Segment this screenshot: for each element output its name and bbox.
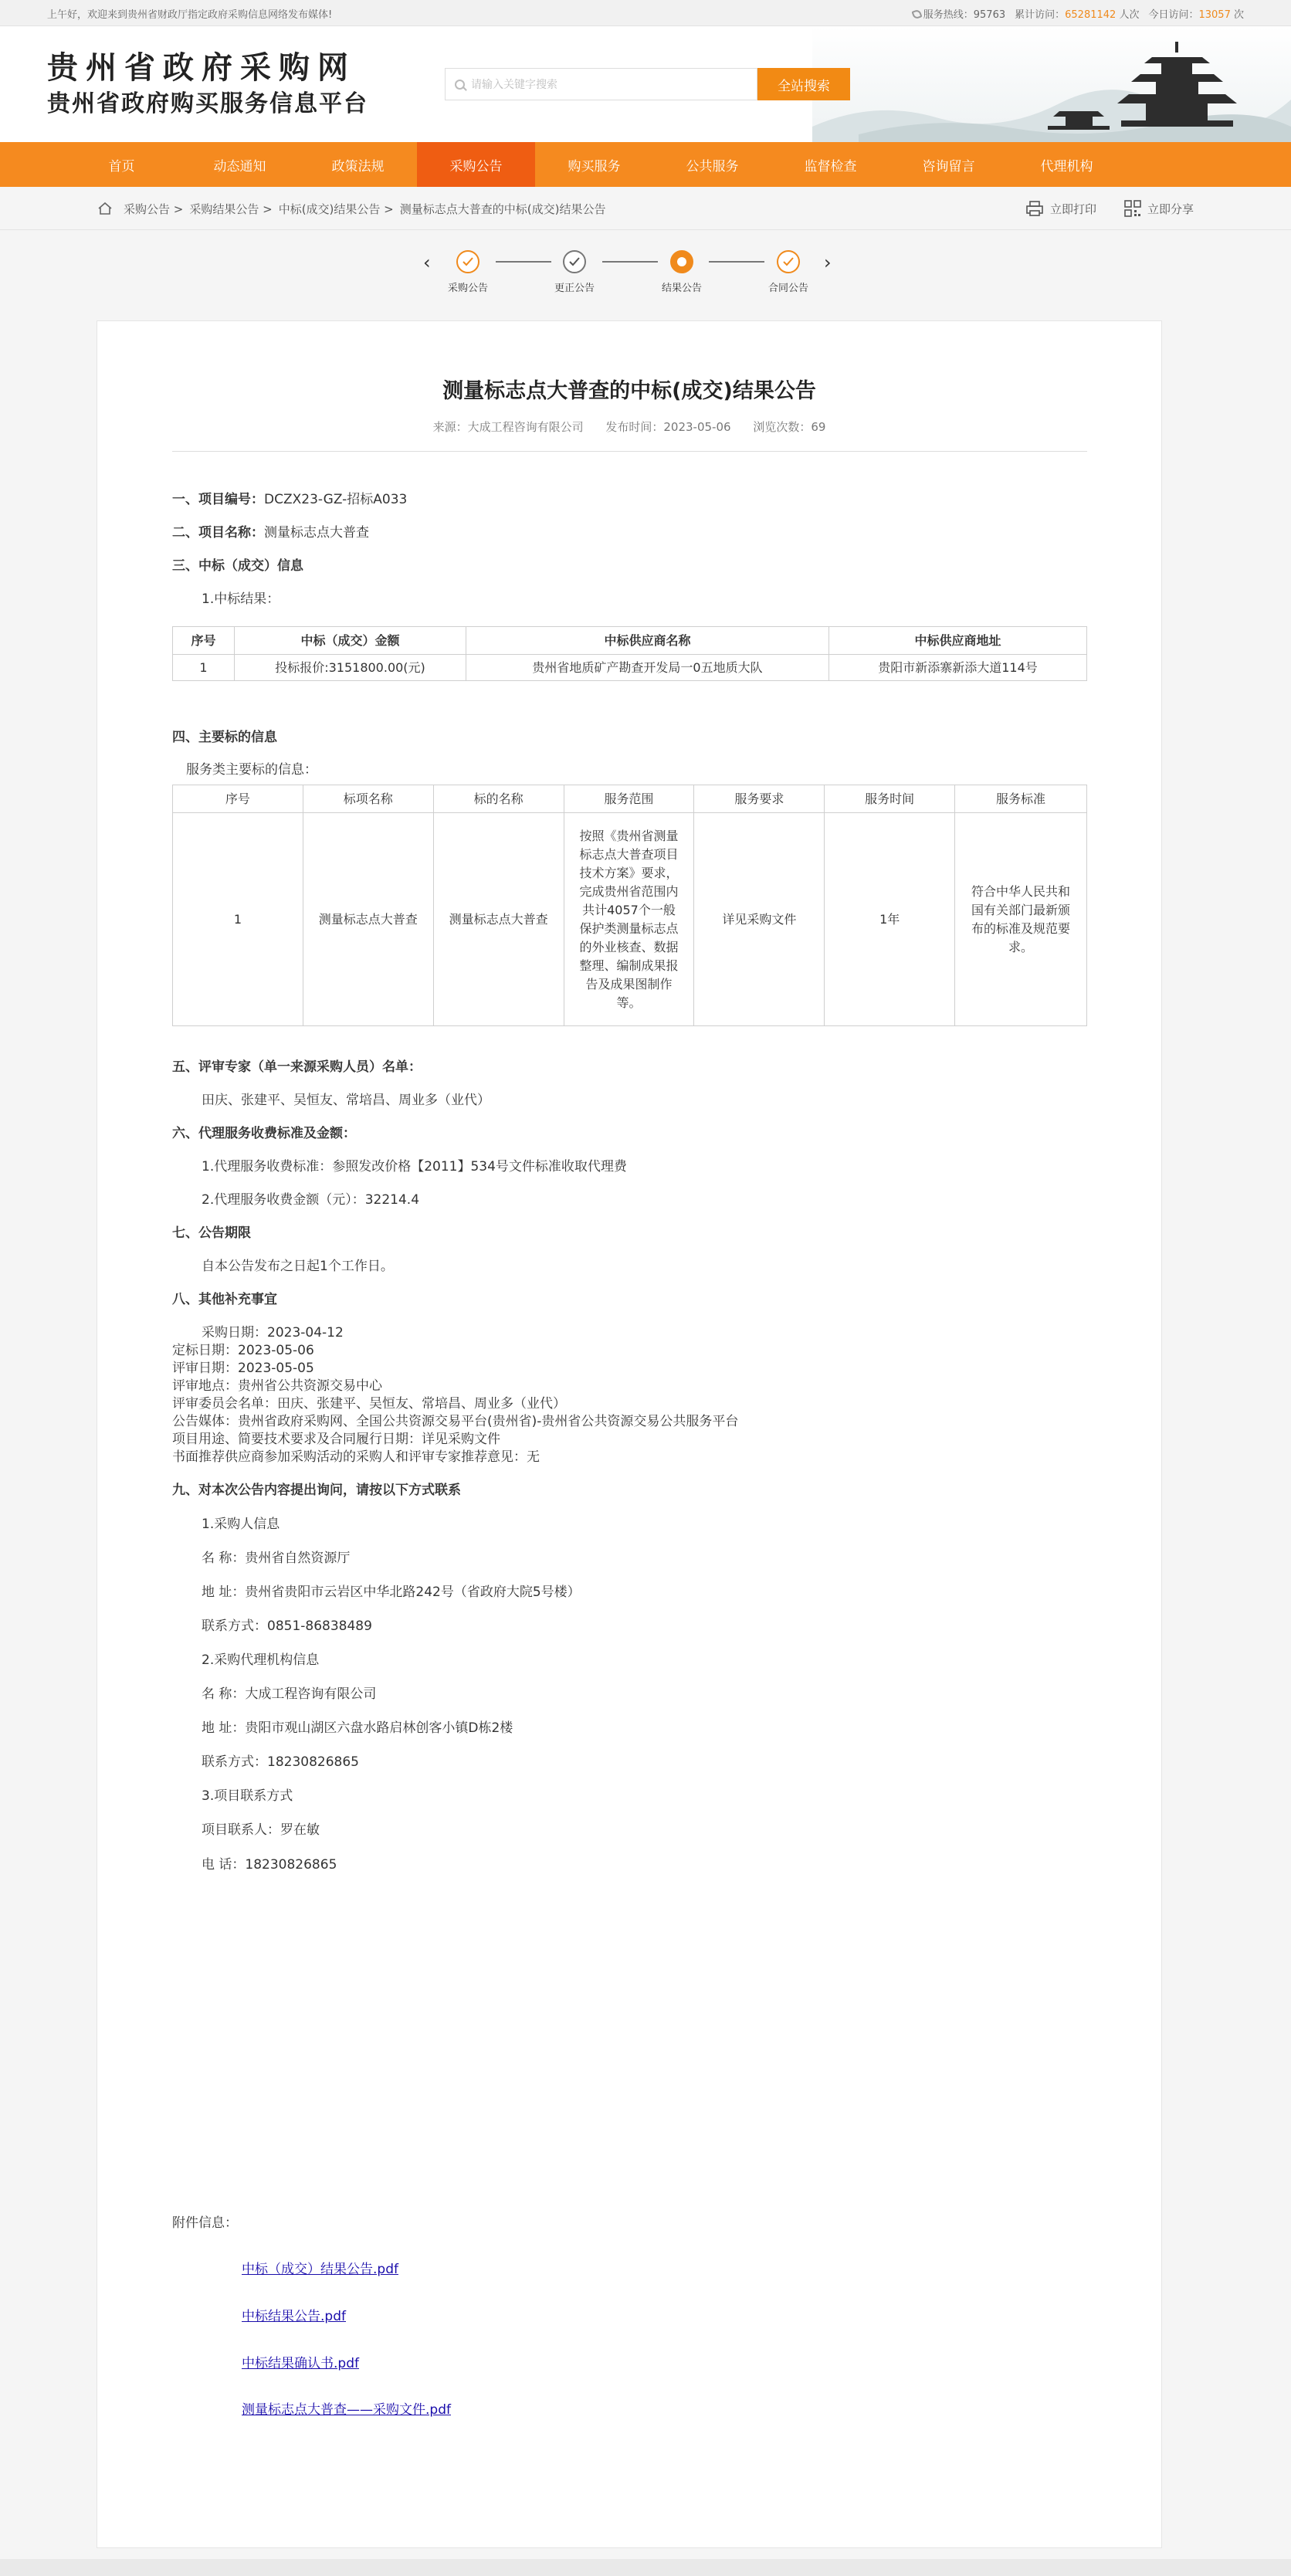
printer-icon <box>1025 200 1044 217</box>
article-title: 测量标志点大普查的中标(成交)结果公告 <box>442 379 816 403</box>
top-bar <box>0 0 1291 26</box>
step-correction-notice[interactable]: 更正公告 <box>536 250 613 294</box>
service-subheading: 服务类主要标的信息： <box>186 762 317 778</box>
article-panel <box>97 320 1162 2548</box>
attachment-link[interactable]: 中标（成交）结果公告.pdf <box>242 2262 398 2277</box>
section-heading: 四、主要标的信息 <box>172 730 277 745</box>
chevron-left-icon[interactable]: ‹ <box>423 252 431 273</box>
nav-home[interactable]: 首页 <box>108 158 135 175</box>
site-logo[interactable] <box>47 48 368 120</box>
main-nav <box>0 142 1291 187</box>
footer-strip <box>0 2559 1291 2576</box>
today-visits: 今日访问：13057 次 <box>1148 8 1244 21</box>
supplement-line: 定标日期：2023-05-06 <box>172 1343 314 1358</box>
supplement-line: 公告媒体：贵州省政府采购网、全国公共资源交易平台(贵州省)-贵州省公共资源交易公共服务平台 <box>172 1414 739 1429</box>
total-visits: 累计访问：65281142 人次 <box>1015 8 1140 21</box>
hotline: 服务热线：95763 <box>913 6 1005 21</box>
attachment-link[interactable]: 中标结果公告.pdf <box>242 2309 346 2324</box>
nav-news[interactable]: 动态通知 <box>213 158 266 175</box>
attachments-label: 附件信息： <box>172 2215 238 2231</box>
table-row: 1 测量标志点大普查 测量标志点大普查 按照《贵州省测量标志点大普查项目技术方案》要求，完成贵州省范围内共计4057个一般保护类测量标志点的外业核查、数据整理、编制成果报告及成果图制作等。 详见采购文件 1年 符合中华人民共和国有关部门最新颁布的标准及规范要求。 <box>173 813 1087 1026</box>
step-result-notice[interactable]: 结果公告 <box>643 250 720 294</box>
section-heading: 八、其他补充事宜 <box>172 1292 277 1307</box>
nav-procurement-notice[interactable]: 采购公告 <box>417 142 535 187</box>
contact-line: 联系方式：18230826865 <box>202 1754 359 1770</box>
search-icon <box>455 80 465 90</box>
attachment-link[interactable]: 中标结果确认书.pdf <box>242 2356 359 2371</box>
logo-subtitle: 贵州省政府购买服务信息平台 <box>47 90 368 117</box>
section-heading: 七、公告期限 <box>172 1225 251 1241</box>
search-button[interactable]: 全站搜索 <box>757 68 850 100</box>
breadcrumb-current: 测量标志点大普查的中标(成交)结果公告 <box>399 202 606 216</box>
check-circle-icon <box>777 250 800 273</box>
service-subject-table <box>172 785 1087 1026</box>
breadcrumb-item[interactable]: 采购结果公告 > <box>189 202 273 216</box>
home-icon[interactable] <box>97 202 113 215</box>
project-number: 一、项目编号：DCZX23-GZ-招标A033 <box>172 492 408 507</box>
table-header-row: 序号 标项名称 标的名称 服务范围 服务要求 服务时间 服务标准 <box>173 785 1087 813</box>
winning-bid-table <box>172 626 1087 681</box>
check-circle-icon <box>563 250 586 273</box>
contact-line: 名 称：贵州省自然资源厅 <box>202 1551 351 1566</box>
fee-standard: 1.代理服务收费标准：参照发改价格【2011】534号文件标准收取代理费 <box>202 1159 627 1174</box>
contact-line: 名 称：大成工程咨询有限公司 <box>202 1686 377 1702</box>
share-button[interactable]: 立即分享 <box>1124 200 1194 217</box>
nav-policy[interactable]: 政策法规 <box>331 158 385 175</box>
article-source: 来源：大成工程咨询有限公司 <box>432 420 584 434</box>
project-name: 二、项目名称：测量标志点大普查 <box>172 525 369 541</box>
contact-line: 1.采购人信息 <box>202 1517 280 1532</box>
result-subheading: 1.中标结果： <box>202 591 280 607</box>
phone-icon <box>911 8 922 19</box>
article-publish-time: 发布时间：2023-05-06 <box>605 420 731 434</box>
nav-consult[interactable]: 咨询留言 <box>922 158 975 175</box>
supplement-line: 项目用途、简要技术要求及合同履行日期：详见采购文件 <box>172 1432 500 1447</box>
current-step-icon <box>670 250 693 273</box>
table-header-row: 序号 中标（成交）金额 中标供应商名称 中标供应商地址 <box>173 627 1087 655</box>
supplement-line: 评审日期：2023-05-05 <box>172 1361 314 1376</box>
supplement-line: 评审委员会名单：田庆、张建平、吴恒友、常培昌、周业多（业代） <box>172 1396 566 1412</box>
search-input[interactable]: 请输入关键字搜索 <box>445 68 757 100</box>
section-heading: 六、代理服务收费标准及金额： <box>172 1126 356 1141</box>
section-heading: 五、评审专家（单一来源采购人员）名单： <box>172 1059 422 1075</box>
check-circle-icon <box>456 250 479 273</box>
nav-supervision[interactable]: 监督检查 <box>804 158 857 175</box>
breadcrumb-item[interactable]: 中标(成交)结果公告 > <box>278 202 394 216</box>
nav-agency[interactable]: 代理机构 <box>1040 158 1093 175</box>
divider <box>172 451 1087 452</box>
section-heading: 九、对本次公告内容提出询问，请按以下方式联系 <box>172 1483 461 1498</box>
chevron-right-icon[interactable]: › <box>824 252 832 273</box>
search-bar <box>445 68 850 100</box>
contact-line: 电 话：18230826865 <box>202 1857 337 1873</box>
welcome-text: 上午好，欢迎来到贵州省财政厅指定政府采购信息网络发布媒体! <box>47 8 333 21</box>
qr-code-icon <box>1124 200 1141 217</box>
article-views: 浏览次数：69 <box>753 420 826 434</box>
breadcrumb <box>97 201 605 217</box>
expert-list: 田庆、张建平、吴恒友、常培昌、周业多（业代） <box>202 1093 490 1108</box>
step-contract-notice[interactable]: 合同公告 <box>750 250 827 294</box>
step-procurement-notice[interactable]: 采购公告 <box>429 250 507 294</box>
contact-line: 3.项目联系方式 <box>202 1788 293 1804</box>
print-button[interactable]: 立即打印 <box>1025 200 1096 217</box>
site-header <box>0 26 1291 142</box>
nav-purchase-service[interactable]: 购买服务 <box>568 158 621 175</box>
attachment-link[interactable]: 测量标志点大普查——采购文件.pdf <box>242 2402 451 2418</box>
article-meta <box>97 419 1161 435</box>
contact-line: 2.采购代理机构信息 <box>202 1652 320 1668</box>
nav-public-service[interactable]: 公共服务 <box>686 158 739 175</box>
breadcrumb-item[interactable]: 采购公告 > <box>124 202 184 216</box>
fee-amount: 2.代理服务收费金额（元）：32214.4 <box>202 1192 420 1208</box>
table-row: 1 投标报价:3151800.00(元) 贵州省地质矿产勘查开发局一0五地质大队 贵阳市新添寨新添大道114号 <box>173 655 1087 681</box>
logo-title: 贵州省政府采购网 <box>47 49 356 86</box>
visit-stats <box>913 6 1244 21</box>
supplement-line: 评审地点：贵州省公共资源交易中心 <box>172 1378 382 1394</box>
breadcrumb-bar <box>0 187 1291 230</box>
contact-line: 项目联系人：罗在敏 <box>202 1822 320 1838</box>
contact-line: 地 址：贵阳市观山湖区六盘水路启林创客小镇D栋2楼 <box>202 1720 513 1736</box>
section-heading: 三、中标（成交）信息 <box>172 558 303 574</box>
supplement-line: 书面推荐供应商参加采购活动的采购人和评审专家推荐意见：无 <box>172 1449 540 1465</box>
contact-line: 联系方式：0851-86838489 <box>202 1618 372 1634</box>
contact-line: 地 址：贵州省贵阳市云岩区中华北路242号（省政府大院5号楼） <box>202 1585 581 1600</box>
supplement-line: 采购日期：2023-04-12 <box>202 1325 344 1341</box>
notice-period: 自本公告发布之日起1个工作日。 <box>202 1259 394 1274</box>
